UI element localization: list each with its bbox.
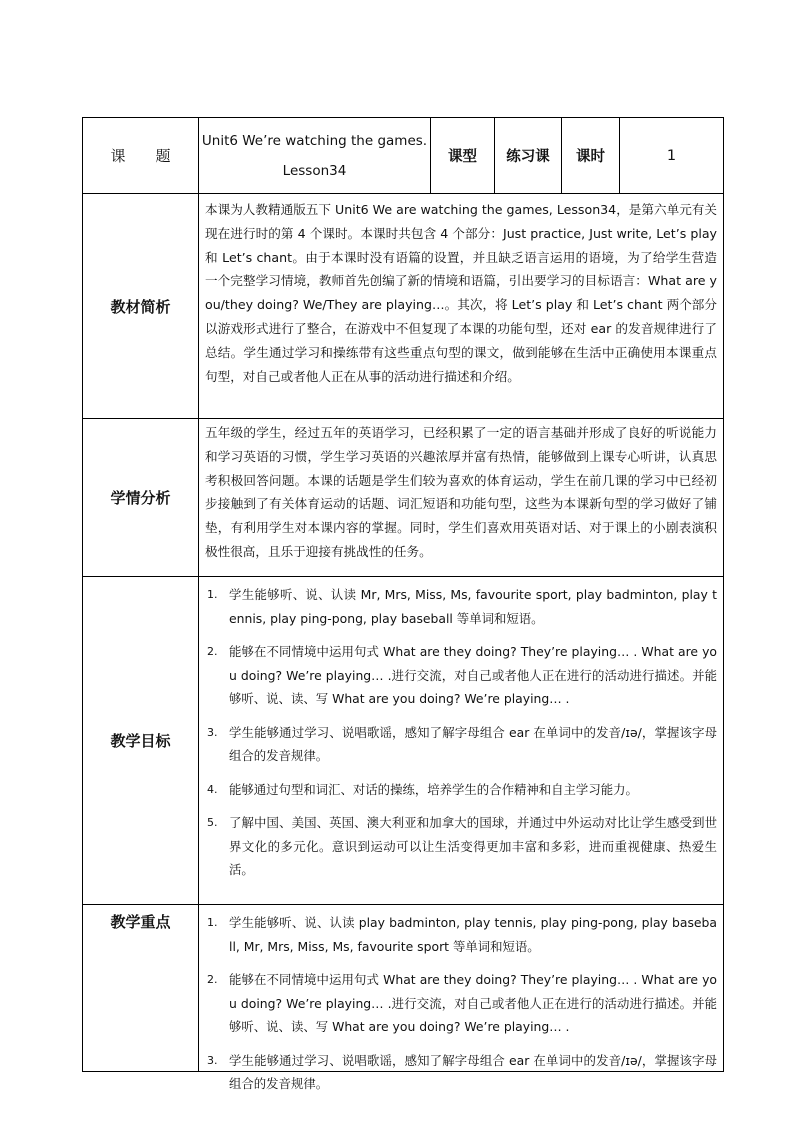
lesson-title-line1: Unit6 We’re watching the games. [201, 132, 428, 149]
goal-item [205, 640, 717, 711]
key-point-text: 学生能够听、说、认读 play badminton, play tennis, play ping-pong, play baseball, Mr, Mrs, Miss, Ms, favourite sport 等单词和短语。 [229, 915, 717, 954]
textbook-analysis-label: 教材简析 [83, 194, 199, 419]
teaching-goals-cell [199, 577, 724, 905]
goal-number: 1. [207, 588, 218, 601]
type-label: 课型 [431, 118, 495, 194]
student-analysis-label: 学情分析 [83, 419, 199, 577]
goal-text: 了解中国、美国、英国、澳大利亚和加拿大的国球，并通过中外运动对比让学生感受到世界文化的多元化。意识到运动可以让生活变得更加丰富和多彩，进而重视健康、热爱生活。 [229, 815, 717, 877]
type-value: 练习课 [495, 118, 562, 194]
key-point-number: 1. [207, 916, 218, 929]
topic-label: 课 题 [83, 118, 199, 194]
teaching-goals-list [199, 577, 723, 882]
goal-item [205, 811, 717, 882]
goal-number: 3. [207, 725, 218, 739]
lesson-plan-table [82, 117, 724, 1091]
key-point-item [205, 911, 717, 958]
key-points-label: 教学重点 [83, 905, 199, 1072]
student-analysis-row [83, 419, 724, 577]
lesson-title-line2: Lesson34 [282, 162, 347, 179]
teaching-goals-row [83, 577, 724, 905]
student-analysis-text: 五年级的学生，经过五年的英语学习，已经积累了一定的语言基础并形成了良好的听说能力和学习英语的习惯，学生学习英语的兴趣浓厚并富有热情，能够做到上课专心听讲，认真思考积极回答问题。本课的话题是学生们较为喜欢的体育运动，学生在前几课的学习中已经初步接触到了有关体育运动的话题、词汇短语和功能句型，这些为本课新句型的学习做好了铺垫，有利用学生对本课内容的掌握。同时，学生们喜欢用英语对话、对于课上的小剧表演积极性很高，且乐于迎接有挑战性的任务。 [199, 419, 724, 577]
goal-number: 2. [207, 645, 218, 658]
textbook-analysis-text: 本课为人教精通版五下 Unit6 We are watching the games, Lesson34，是第六单元有关现在进行时的第 4 个课时。本课时共包含 4 个部分：Just practice, Just write, Let’s play 和 Let’s chant。由于本课时没有语篇的设置，并且缺乏语言运用的语境，为了给学生营造一个完整学习情境，教师首先创编了新的情境和语篇，引出要学习的目标语言：What are you/they doing? We/They are playing…。其次，将 Let’s play 和 Let’s chant 两个部分以游戏形式进行了整合，在游戏中不但复现了本课的功能句型，还对 ear 的发音规律进行了总结。学生通过学习和操练带有这些重点句型的课文，做到能够在生活中正确使用本课重点句型，对自己或者他人正在从事的活动进行描述和介绍。 [199, 194, 724, 419]
key-point-item [205, 968, 717, 1039]
textbook-analysis-row [83, 194, 724, 419]
goal-number: 4. [207, 782, 218, 796]
goal-number: 5. [207, 816, 218, 829]
goal-text: 能够通过句型和词汇、对话的操练，培养学生的合作精神和自主学习能力。 [229, 781, 638, 797]
lesson-title [199, 118, 431, 194]
key-point-number: 3. [207, 1053, 218, 1067]
key-points-clip [199, 905, 723, 1091]
header-row [83, 118, 724, 194]
key-point-text: 学生能够通过学习、说唱歌谣，感知了解字母组合 ear 在单词中的发音/ɪə/，掌握该字母组合的发音规律。 [229, 1052, 717, 1091]
key-point-item [205, 1049, 717, 1096]
goal-item [205, 583, 717, 630]
hours-label: 课时 [562, 118, 620, 194]
goal-item [205, 778, 717, 802]
key-points-cell [199, 905, 724, 1091]
key-point-text: 能够在不同情境中运用句式 What are they doing? They’re playing… . What are you doing? We’re playing… .进行交流，对自己或者他人正在进行的活动进行描述。并能够听、说、读、写 What are you doing? We’re playing… . [229, 972, 717, 1034]
key-points-row [83, 905, 724, 1072]
goal-item [205, 721, 717, 768]
goal-text: 学生能够通过学习、说唱歌谣，感知了解字母组合 ear 在单词中的发音/ɪə/，掌握该字母组合的发音规律。 [229, 724, 717, 763]
key-point-number: 2. [207, 973, 218, 986]
teaching-goals-label: 教学目标 [83, 577, 199, 905]
goal-text: 能够在不同情境中运用句式 What are they doing? They’re playing… . What are you doing? We’re playing… .进行交流，对自己或者他人正在进行的活动进行描述。并能够听、说、读、写 What are you doing? We’re playing… . [229, 644, 717, 706]
key-points-list [199, 905, 723, 1096]
hours-value: 1 [620, 118, 724, 194]
goal-text: 学生能够听、说、认读 Mr, Mrs, Miss, Ms, favourite sport, play badminton, play tennis, play ping-pong, play baseball 等单词和短语。 [229, 587, 717, 626]
